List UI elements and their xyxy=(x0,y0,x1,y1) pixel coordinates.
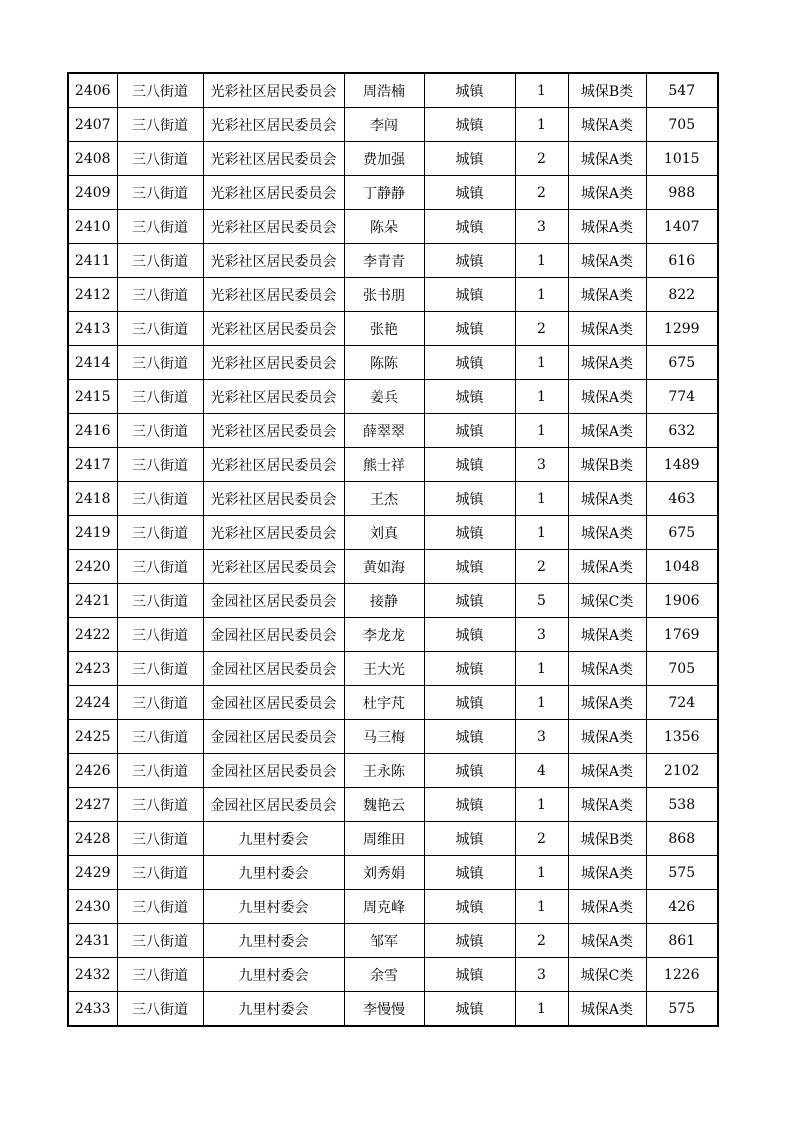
cell-street: 三八街道 xyxy=(117,108,203,142)
cell-committee: 光彩社区居民委员会 xyxy=(203,210,344,244)
cell-amount: 1048 xyxy=(646,550,718,584)
cell-household-count: 2 xyxy=(515,822,568,856)
cell-committee: 光彩社区居民委员会 xyxy=(203,448,344,482)
cell-serial-number: 2431 xyxy=(68,924,117,958)
cell-name: 马三梅 xyxy=(344,720,424,754)
cell-household-count: 3 xyxy=(515,618,568,652)
cell-insurance-category: 城保A类 xyxy=(568,890,646,924)
cell-committee: 光彩社区居民委员会 xyxy=(203,414,344,448)
cell-committee: 光彩社区居民委员会 xyxy=(203,516,344,550)
cell-name: 邹军 xyxy=(344,924,424,958)
table-row xyxy=(68,720,718,754)
cell-street: 三八街道 xyxy=(117,958,203,992)
roster-body xyxy=(68,73,718,1026)
cell-name: 周克峰 xyxy=(344,890,424,924)
cell-name: 陈朵 xyxy=(344,210,424,244)
cell-area-type: 城镇 xyxy=(424,244,515,278)
cell-insurance-category: 城保A类 xyxy=(568,652,646,686)
cell-street: 三八街道 xyxy=(117,516,203,550)
table-row xyxy=(68,822,718,856)
cell-area-type: 城镇 xyxy=(424,482,515,516)
cell-street: 三八街道 xyxy=(117,142,203,176)
table-row xyxy=(68,312,718,346)
cell-serial-number: 2432 xyxy=(68,958,117,992)
cell-insurance-category: 城保A类 xyxy=(568,550,646,584)
cell-area-type: 城镇 xyxy=(424,346,515,380)
cell-serial-number: 2417 xyxy=(68,448,117,482)
cell-amount: 538 xyxy=(646,788,718,822)
cell-household-count: 2 xyxy=(515,142,568,176)
cell-area-type: 城镇 xyxy=(424,414,515,448)
cell-insurance-category: 城保A类 xyxy=(568,380,646,414)
table-row xyxy=(68,108,718,142)
cell-serial-number: 2419 xyxy=(68,516,117,550)
table-row xyxy=(68,584,718,618)
cell-household-count: 2 xyxy=(515,312,568,346)
cell-insurance-category: 城保A类 xyxy=(568,312,646,346)
cell-street: 三八街道 xyxy=(117,210,203,244)
cell-area-type: 城镇 xyxy=(424,312,515,346)
table-row xyxy=(68,516,718,550)
table-row xyxy=(68,924,718,958)
cell-household-count: 1 xyxy=(515,482,568,516)
cell-committee: 光彩社区居民委员会 xyxy=(203,312,344,346)
cell-area-type: 城镇 xyxy=(424,584,515,618)
cell-committee: 光彩社区居民委员会 xyxy=(203,244,344,278)
cell-name: 姜兵 xyxy=(344,380,424,414)
cell-committee: 九里村委会 xyxy=(203,890,344,924)
cell-household-count: 3 xyxy=(515,720,568,754)
cell-serial-number: 2411 xyxy=(68,244,117,278)
cell-street: 三八街道 xyxy=(117,618,203,652)
cell-amount: 868 xyxy=(646,822,718,856)
cell-street: 三八街道 xyxy=(117,414,203,448)
table-row xyxy=(68,448,718,482)
cell-area-type: 城镇 xyxy=(424,686,515,720)
cell-area-type: 城镇 xyxy=(424,924,515,958)
cell-name: 周维田 xyxy=(344,822,424,856)
cell-name: 刘真 xyxy=(344,516,424,550)
cell-name: 张艳 xyxy=(344,312,424,346)
table-row xyxy=(68,618,718,652)
cell-street: 三八街道 xyxy=(117,278,203,312)
cell-name: 李龙龙 xyxy=(344,618,424,652)
cell-name: 陈陈 xyxy=(344,346,424,380)
cell-amount: 988 xyxy=(646,176,718,210)
cell-serial-number: 2425 xyxy=(68,720,117,754)
cell-street: 三八街道 xyxy=(117,788,203,822)
table-row xyxy=(68,414,718,448)
cell-committee: 九里村委会 xyxy=(203,958,344,992)
table-row xyxy=(68,788,718,822)
table-row xyxy=(68,244,718,278)
cell-area-type: 城镇 xyxy=(424,958,515,992)
cell-area-type: 城镇 xyxy=(424,380,515,414)
cell-street: 三八街道 xyxy=(117,856,203,890)
cell-name: 余雪 xyxy=(344,958,424,992)
cell-insurance-category: 城保A类 xyxy=(568,924,646,958)
cell-committee: 光彩社区居民委员会 xyxy=(203,346,344,380)
table-row xyxy=(68,754,718,788)
cell-household-count: 1 xyxy=(515,244,568,278)
cell-name: 费加强 xyxy=(344,142,424,176)
cell-street: 三八街道 xyxy=(117,550,203,584)
cell-amount: 705 xyxy=(646,652,718,686)
cell-amount: 1299 xyxy=(646,312,718,346)
cell-street: 三八街道 xyxy=(117,176,203,210)
cell-household-count: 1 xyxy=(515,414,568,448)
cell-amount: 861 xyxy=(646,924,718,958)
cell-household-count: 1 xyxy=(515,788,568,822)
cell-serial-number: 2423 xyxy=(68,652,117,686)
cell-household-count: 1 xyxy=(515,380,568,414)
cell-amount: 1489 xyxy=(646,448,718,482)
cell-household-count: 3 xyxy=(515,958,568,992)
cell-committee: 光彩社区居民委员会 xyxy=(203,73,344,108)
cell-household-count: 1 xyxy=(515,346,568,380)
cell-area-type: 城镇 xyxy=(424,890,515,924)
table-row xyxy=(68,142,718,176)
cell-insurance-category: 城保A类 xyxy=(568,482,646,516)
cell-street: 三八街道 xyxy=(117,924,203,958)
cell-street: 三八街道 xyxy=(117,312,203,346)
cell-committee: 金园社区居民委员会 xyxy=(203,652,344,686)
cell-serial-number: 2416 xyxy=(68,414,117,448)
cell-committee: 光彩社区居民委员会 xyxy=(203,278,344,312)
cell-committee: 金园社区居民委员会 xyxy=(203,584,344,618)
cell-insurance-category: 城保A类 xyxy=(568,346,646,380)
cell-area-type: 城镇 xyxy=(424,176,515,210)
table-row xyxy=(68,550,718,584)
cell-name: 杜宇芃 xyxy=(344,686,424,720)
cell-serial-number: 2408 xyxy=(68,142,117,176)
cell-name: 李青青 xyxy=(344,244,424,278)
cell-area-type: 城镇 xyxy=(424,516,515,550)
cell-insurance-category: 城保A类 xyxy=(568,856,646,890)
cell-street: 三八街道 xyxy=(117,720,203,754)
cell-street: 三八街道 xyxy=(117,822,203,856)
cell-area-type: 城镇 xyxy=(424,720,515,754)
cell-committee: 光彩社区居民委员会 xyxy=(203,142,344,176)
cell-name: 王永陈 xyxy=(344,754,424,788)
cell-amount: 575 xyxy=(646,992,718,1027)
cell-amount: 463 xyxy=(646,482,718,516)
cell-area-type: 城镇 xyxy=(424,822,515,856)
cell-name: 熊士祥 xyxy=(344,448,424,482)
cell-serial-number: 2433 xyxy=(68,992,117,1027)
table-row xyxy=(68,278,718,312)
cell-serial-number: 2426 xyxy=(68,754,117,788)
cell-serial-number: 2412 xyxy=(68,278,117,312)
cell-name: 李闯 xyxy=(344,108,424,142)
cell-committee: 光彩社区居民委员会 xyxy=(203,550,344,584)
cell-serial-number: 2407 xyxy=(68,108,117,142)
cell-committee: 金园社区居民委员会 xyxy=(203,788,344,822)
table-row xyxy=(68,686,718,720)
cell-household-count: 5 xyxy=(515,584,568,618)
cell-insurance-category: 城保C类 xyxy=(568,584,646,618)
cell-amount: 1769 xyxy=(646,618,718,652)
cell-area-type: 城镇 xyxy=(424,652,515,686)
cell-amount: 1356 xyxy=(646,720,718,754)
cell-committee: 金园社区居民委员会 xyxy=(203,754,344,788)
cell-area-type: 城镇 xyxy=(424,618,515,652)
cell-area-type: 城镇 xyxy=(424,550,515,584)
table-row xyxy=(68,856,718,890)
cell-serial-number: 2418 xyxy=(68,482,117,516)
cell-area-type: 城镇 xyxy=(424,108,515,142)
table-row xyxy=(68,380,718,414)
cell-amount: 1015 xyxy=(646,142,718,176)
cell-insurance-category: 城保A类 xyxy=(568,176,646,210)
cell-household-count: 2 xyxy=(515,550,568,584)
table-row xyxy=(68,652,718,686)
cell-street: 三八街道 xyxy=(117,448,203,482)
cell-name: 张书朋 xyxy=(344,278,424,312)
cell-household-count: 1 xyxy=(515,686,568,720)
cell-insurance-category: 城保A类 xyxy=(568,210,646,244)
roster-table xyxy=(67,72,719,1027)
cell-committee: 光彩社区居民委员会 xyxy=(203,380,344,414)
cell-insurance-category: 城保B类 xyxy=(568,822,646,856)
cell-household-count: 1 xyxy=(515,516,568,550)
cell-household-count: 3 xyxy=(515,448,568,482)
cell-insurance-category: 城保A类 xyxy=(568,516,646,550)
cell-insurance-category: 城保A类 xyxy=(568,992,646,1027)
cell-insurance-category: 城保B类 xyxy=(568,448,646,482)
cell-household-count: 2 xyxy=(515,176,568,210)
cell-household-count: 1 xyxy=(515,73,568,108)
cell-amount: 575 xyxy=(646,856,718,890)
cell-committee: 金园社区居民委员会 xyxy=(203,720,344,754)
table-row xyxy=(68,210,718,244)
cell-amount: 426 xyxy=(646,890,718,924)
cell-amount: 822 xyxy=(646,278,718,312)
cell-committee: 金园社区居民委员会 xyxy=(203,618,344,652)
cell-insurance-category: 城保A类 xyxy=(568,686,646,720)
cell-serial-number: 2428 xyxy=(68,822,117,856)
cell-committee: 九里村委会 xyxy=(203,924,344,958)
cell-serial-number: 2422 xyxy=(68,618,117,652)
cell-street: 三八街道 xyxy=(117,584,203,618)
cell-serial-number: 2421 xyxy=(68,584,117,618)
cell-name: 接静 xyxy=(344,584,424,618)
cell-household-count: 1 xyxy=(515,108,568,142)
cell-committee: 九里村委会 xyxy=(203,856,344,890)
cell-serial-number: 2409 xyxy=(68,176,117,210)
cell-serial-number: 2427 xyxy=(68,788,117,822)
cell-name: 周浩楠 xyxy=(344,73,424,108)
cell-serial-number: 2406 xyxy=(68,73,117,108)
cell-serial-number: 2413 xyxy=(68,312,117,346)
cell-area-type: 城镇 xyxy=(424,754,515,788)
cell-name: 黄如海 xyxy=(344,550,424,584)
table-row xyxy=(68,482,718,516)
cell-household-count: 4 xyxy=(515,754,568,788)
cell-street: 三八街道 xyxy=(117,346,203,380)
cell-insurance-category: 城保A类 xyxy=(568,618,646,652)
cell-name: 刘秀娟 xyxy=(344,856,424,890)
cell-amount: 1407 xyxy=(646,210,718,244)
cell-area-type: 城镇 xyxy=(424,856,515,890)
cell-amount: 675 xyxy=(646,346,718,380)
cell-committee: 九里村委会 xyxy=(203,822,344,856)
cell-area-type: 城镇 xyxy=(424,992,515,1027)
cell-insurance-category: 城保A类 xyxy=(568,720,646,754)
cell-amount: 724 xyxy=(646,686,718,720)
cell-name: 王大光 xyxy=(344,652,424,686)
cell-area-type: 城镇 xyxy=(424,278,515,312)
cell-area-type: 城镇 xyxy=(424,210,515,244)
cell-street: 三八街道 xyxy=(117,992,203,1027)
cell-household-count: 1 xyxy=(515,992,568,1027)
cell-street: 三八街道 xyxy=(117,244,203,278)
cell-insurance-category: 城保A类 xyxy=(568,108,646,142)
cell-insurance-category: 城保A类 xyxy=(568,754,646,788)
cell-committee: 金园社区居民委员会 xyxy=(203,686,344,720)
cell-committee: 光彩社区居民委员会 xyxy=(203,108,344,142)
cell-committee: 光彩社区居民委员会 xyxy=(203,176,344,210)
cell-name: 丁静静 xyxy=(344,176,424,210)
cell-household-count: 3 xyxy=(515,210,568,244)
cell-area-type: 城镇 xyxy=(424,788,515,822)
cell-amount: 632 xyxy=(646,414,718,448)
cell-amount: 774 xyxy=(646,380,718,414)
cell-street: 三八街道 xyxy=(117,754,203,788)
cell-name: 魏艳云 xyxy=(344,788,424,822)
cell-amount: 1226 xyxy=(646,958,718,992)
cell-serial-number: 2424 xyxy=(68,686,117,720)
cell-insurance-category: 城保A类 xyxy=(568,278,646,312)
cell-amount: 616 xyxy=(646,244,718,278)
cell-street: 三八街道 xyxy=(117,380,203,414)
cell-street: 三八街道 xyxy=(117,686,203,720)
cell-insurance-category: 城保A类 xyxy=(568,244,646,278)
cell-street: 三八街道 xyxy=(117,73,203,108)
table-row xyxy=(68,176,718,210)
table-row xyxy=(68,992,718,1027)
cell-insurance-category: 城保B类 xyxy=(568,73,646,108)
cell-insurance-category: 城保A类 xyxy=(568,414,646,448)
cell-serial-number: 2414 xyxy=(68,346,117,380)
cell-household-count: 1 xyxy=(515,890,568,924)
table-row xyxy=(68,73,718,108)
cell-insurance-category: 城保A类 xyxy=(568,788,646,822)
cell-street: 三八街道 xyxy=(117,890,203,924)
cell-serial-number: 2430 xyxy=(68,890,117,924)
cell-street: 三八街道 xyxy=(117,482,203,516)
cell-insurance-category: 城保C类 xyxy=(568,958,646,992)
cell-area-type: 城镇 xyxy=(424,142,515,176)
cell-name: 李慢慢 xyxy=(344,992,424,1027)
cell-name: 王杰 xyxy=(344,482,424,516)
cell-serial-number: 2429 xyxy=(68,856,117,890)
cell-serial-number: 2420 xyxy=(68,550,117,584)
table-row xyxy=(68,958,718,992)
cell-area-type: 城镇 xyxy=(424,448,515,482)
table-row xyxy=(68,890,718,924)
cell-street: 三八街道 xyxy=(117,652,203,686)
cell-household-count: 2 xyxy=(515,924,568,958)
cell-household-count: 1 xyxy=(515,856,568,890)
cell-amount: 547 xyxy=(646,73,718,108)
cell-household-count: 1 xyxy=(515,278,568,312)
cell-serial-number: 2410 xyxy=(68,210,117,244)
cell-amount: 2102 xyxy=(646,754,718,788)
cell-committee: 光彩社区居民委员会 xyxy=(203,482,344,516)
cell-insurance-category: 城保A类 xyxy=(568,142,646,176)
cell-serial-number: 2415 xyxy=(68,380,117,414)
cell-committee: 九里村委会 xyxy=(203,992,344,1027)
cell-amount: 705 xyxy=(646,108,718,142)
cell-household-count: 1 xyxy=(515,652,568,686)
cell-amount: 675 xyxy=(646,516,718,550)
table-row xyxy=(68,346,718,380)
cell-amount: 1906 xyxy=(646,584,718,618)
cell-area-type: 城镇 xyxy=(424,73,515,108)
cell-name: 薛翠翠 xyxy=(344,414,424,448)
